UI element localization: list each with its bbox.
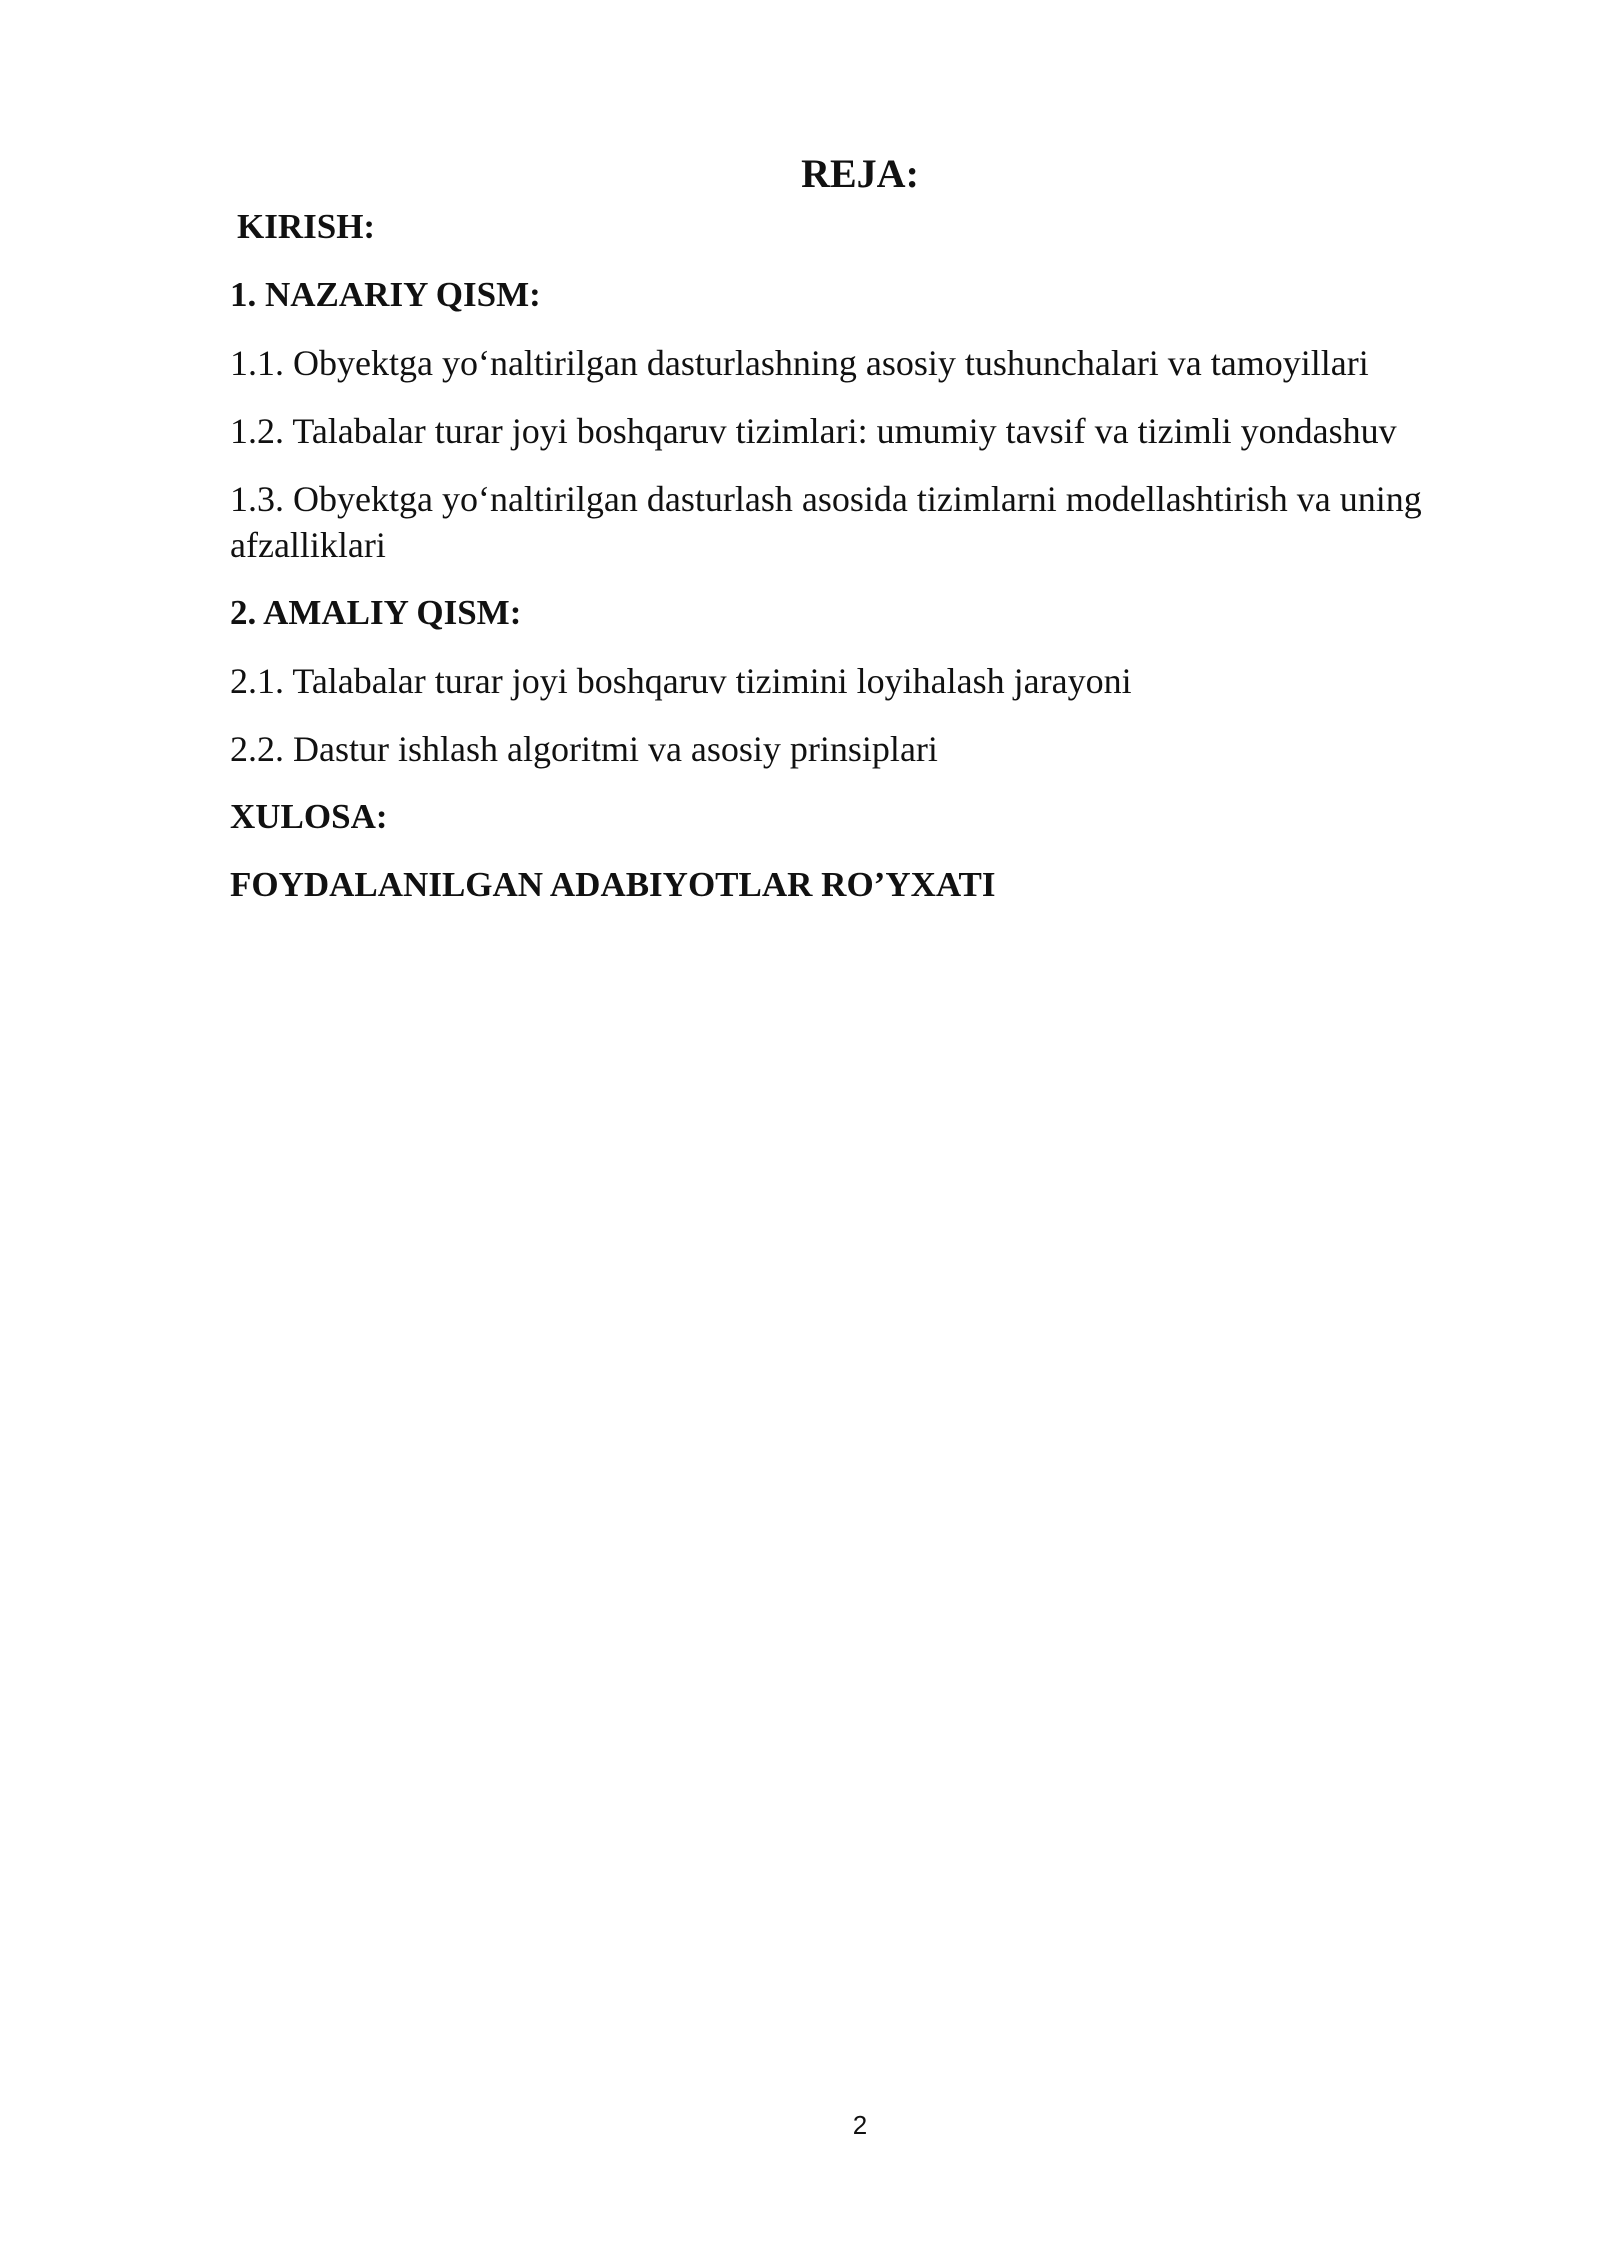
plan-item-1-2: 1.2. Talabalar turar joyi boshqaruv tizimlari: umumiy tavsif va tizimli yondashuv	[230, 411, 1397, 451]
plan-item-2-2: 2.2. Dastur ishlash algoritmi va asosiy prinsiplari	[230, 729, 938, 769]
plan-heading-kirish: KIRISH:	[237, 207, 376, 246]
plan-heading-xulosa: XULOSA:	[230, 797, 388, 836]
page-title: REJA:	[801, 151, 919, 196]
plan-heading-amaliy-qism: 2. AMALIY QISM:	[230, 593, 522, 632]
plan-heading-adabiyotlar: FOYDALANILGAN ADABIYOTLAR RO’YXATI	[230, 865, 996, 904]
plan-outline	[230, 204, 1500, 930]
plan-item-2-1: 2.1. Talabalar turar joyi boshqaruv tizimini loyihalash jarayoni	[230, 661, 1132, 701]
page-number: 2	[852, 2110, 868, 2140]
plan-item-1-1: 1.1. Obyektga yo‘naltirilgan dasturlashning asosiy tushunchalari va tamoyillari	[230, 343, 1369, 383]
plan-heading-nazariy-qism: 1. NAZARIY QISM:	[230, 275, 541, 314]
plan-item-1-3: 1.3. Obyektga yo‘naltirilgan dasturlash asosida tizimlarni modellashtirish va uning afzalliklari	[230, 479, 1422, 565]
